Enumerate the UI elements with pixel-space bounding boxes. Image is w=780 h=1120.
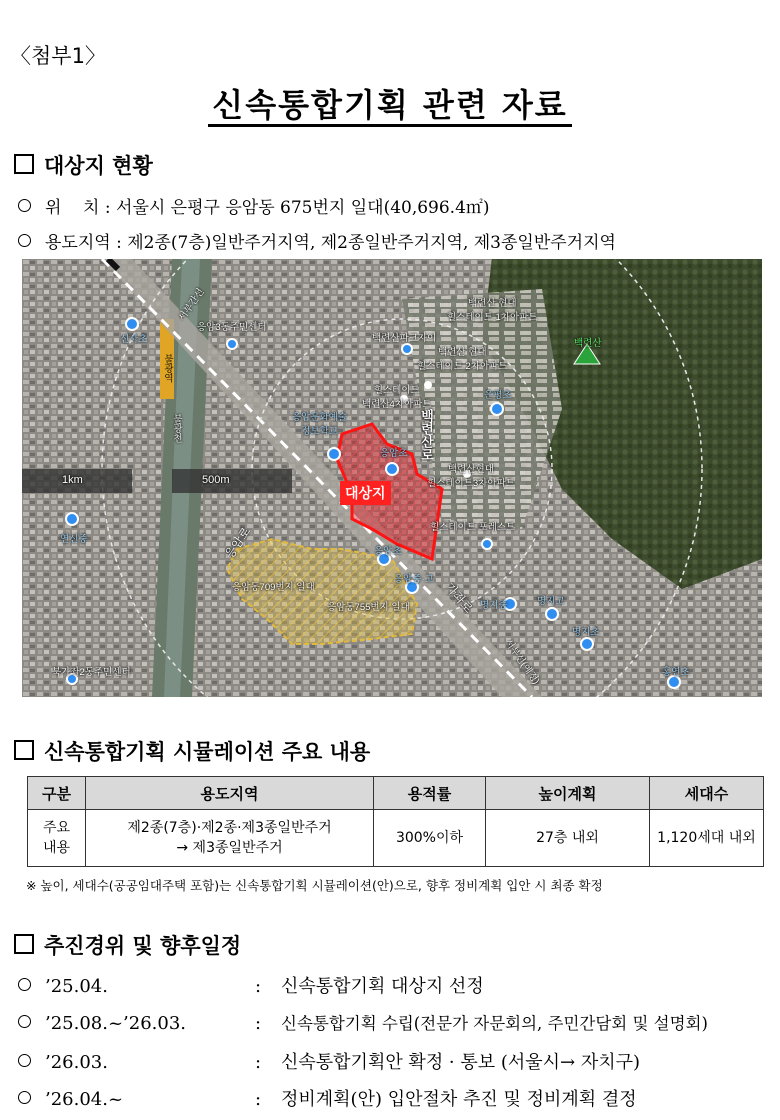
bullet-circle-icon — [18, 1091, 31, 1104]
target-site-label: 대상지 — [340, 481, 391, 505]
bullet-circle-icon — [18, 1054, 31, 1067]
zoning-line: 용도지역 : 제2종(7층)일반주거지역, 제2종일반주거지역, 제3종일반주거지역 — [18, 228, 616, 253]
zoning-value: 제2종(7층)일반주거지역, 제2종일반주거지역, 제3종일반주거지역 — [127, 233, 616, 253]
map-label-gajwa-ro: 가좌로 — [442, 579, 476, 616]
table-row — [28, 810, 764, 867]
schedule-item: ’26.03. : 신속통합기획안 확정 · 통보 (서울시→ 자치구) — [18, 1048, 640, 1074]
category-line-2: 내용 — [42, 840, 71, 856]
category-line-1: 주요 — [42, 820, 71, 836]
map-label-eungam-709: 응암동709번지 일대 — [232, 582, 315, 593]
section-heading-site — [14, 150, 153, 180]
map-label-yeongam-mid: 응암중·고 — [394, 574, 434, 585]
map-label-baengnyeonsan-park: 백련산파크자이 — [372, 333, 437, 344]
checkbox-square-icon — [14, 934, 34, 954]
map-label-shinsa-elem: 신사초 — [120, 334, 148, 345]
map-label-eungam-755: 응암동755번지 일대 — [327, 602, 410, 613]
table-header-cell: 용적률 — [374, 777, 486, 810]
map-label-myeongji-elem: 명지초 — [572, 627, 600, 638]
bullet-circle-icon — [18, 199, 31, 212]
table-header-cell: 용도지역 — [86, 777, 374, 810]
map-label-yeonsin-mid: 연신중 — [60, 534, 88, 545]
bullet-circle-icon — [18, 234, 31, 247]
checkbox-square-icon — [14, 740, 34, 760]
table-cell-height: 27층 내외 — [486, 810, 650, 867]
map-label-community-center-3: 응암3동주민센터 — [197, 322, 267, 333]
section-heading-simulation-text: 신속통합기획 시뮬레이션 주요 내용 — [44, 740, 371, 764]
zoning-label: 용도지역 — [45, 233, 111, 253]
map-labels — [22, 259, 762, 697]
site-map — [22, 259, 762, 697]
table-cell-zoning — [86, 810, 374, 867]
map-label-culture-school: 응암문화예술 정보학교 — [292, 412, 348, 437]
bullet-circle-icon — [18, 978, 31, 991]
schedule-desc: 정비계획(안) 입안절차 추진 및 정비계획 결정 — [281, 1089, 637, 1110]
map-label-road-top: 서부간선 — [176, 286, 207, 324]
map-label-eungam-elem: 응암초 — [380, 448, 408, 459]
checkbox-square-icon — [14, 154, 34, 174]
map-label-eungam-elem-2: 응암초 — [374, 546, 402, 557]
map-label-hillstate-3: 백련산현대 힐스테이트3차아파트 — [427, 464, 515, 489]
map-label-stream: 불광천 — [171, 414, 182, 443]
table-cell-far: 300%이하 — [374, 810, 486, 867]
map-label-hillstate-forest: 힐스테이트 포레스트 — [430, 522, 516, 533]
map-label-hongyeon-elem: 홍연초 — [662, 667, 690, 678]
schedule-desc: 신속통합기획 수립(전문가 자문회의, 주민간담회 및 설명회) — [281, 1014, 708, 1033]
schedule-item: ’25.08.~’26.03. : 신속통합기획 수립(전문가 자문회의, 주민간담회 및 설명회) — [18, 1010, 708, 1034]
zoning-line-1: 제2종(7층)·제2종·제3종일반주거 — [127, 820, 332, 836]
map-label-eunpyeong-elem: 은평초 — [484, 390, 512, 401]
map-label-myeongji-high: 명지고 — [537, 596, 565, 607]
map-label-hillstate-1: 백련산 현대 힐스테이트 1차아파트 — [447, 298, 538, 323]
schedule-date: ’26.03. — [45, 1052, 108, 1073]
location-line: 위 치 : 서울시 은평구 응암동 675번지 일대(40,696.4㎡) — [18, 193, 490, 218]
map-label-eungam-ro: 응암로 — [222, 524, 254, 562]
map-label-500m: 500m — [202, 474, 230, 486]
location-label: 위 치 — [45, 198, 100, 218]
table-note: ※ 높이, 세대수(공공임대주택 포함)는 신속통합기획 시뮬레이션(안)으로, 향후 정비계획 입안 시 최종 확정 — [26, 878, 603, 893]
simulation-table — [27, 776, 764, 867]
schedule-desc: 신속통합기획안 확정 · 통보 (서울시→ 자치구) — [281, 1052, 641, 1073]
map-label-hillstate-4: 힐스테이트 백련산4차아파트 — [362, 385, 432, 410]
section-heading-schedule-text: 추진경위 및 향후일정 — [44, 934, 242, 958]
attachment-label: 〈첨부1〉 — [10, 44, 106, 68]
table-header-cell: 높이계획 — [486, 777, 650, 810]
map-label-myeongji-mid: 명지중 — [480, 600, 508, 611]
map-label-seobu-line: 서부선(예정) — [502, 637, 542, 687]
table-cell-households: 1,120세대 내외 — [650, 810, 764, 867]
map-label-mountain: 백련산 — [574, 338, 602, 349]
section-heading-site-text: 대상지 현황 — [44, 154, 153, 178]
schedule-item: ’25.04. : 신속통합기획 대상지 선정 — [18, 972, 484, 998]
schedule-date: ’25.04. — [45, 976, 108, 997]
map-label-hillstate-2: 백련산 현대 힐스테이트 2차아파트 — [417, 347, 508, 372]
map-label-subway: 불광역 — [162, 354, 173, 383]
table-cell-category — [28, 810, 86, 867]
map-label-1km: 1km — [62, 474, 83, 486]
page-title-text: 신속통합기획 관련 자료 — [208, 86, 571, 127]
location-value: 서울시 은평구 응암동 675번지 일대(40,696.4㎡) — [116, 198, 490, 218]
section-heading-simulation — [14, 736, 370, 766]
schedule-item: ’26.04.~ : 정비계획(안) 입안절차 추진 및 정비계획 결정 — [18, 1085, 637, 1111]
schedule-desc: 신속통합기획 대상지 선정 — [281, 976, 484, 997]
table-header-cell: 구분 — [28, 777, 86, 810]
zoning-line-2: → 제3종일반주거 — [176, 840, 283, 856]
table-header-cell: 세대수 — [650, 777, 764, 810]
map-label-baengnyeon-ro: 백련산로 — [419, 409, 434, 461]
table-header-row — [28, 777, 764, 810]
schedule-date: ’25.08.~’26.03. — [45, 1013, 187, 1034]
schedule-date: ’26.04.~ — [45, 1089, 124, 1110]
bullet-circle-icon — [18, 1015, 31, 1028]
section-heading-schedule — [14, 930, 241, 960]
page-title — [0, 80, 780, 126]
map-label-bukgajwa-center: 북가좌2동주민센터 — [52, 667, 131, 678]
